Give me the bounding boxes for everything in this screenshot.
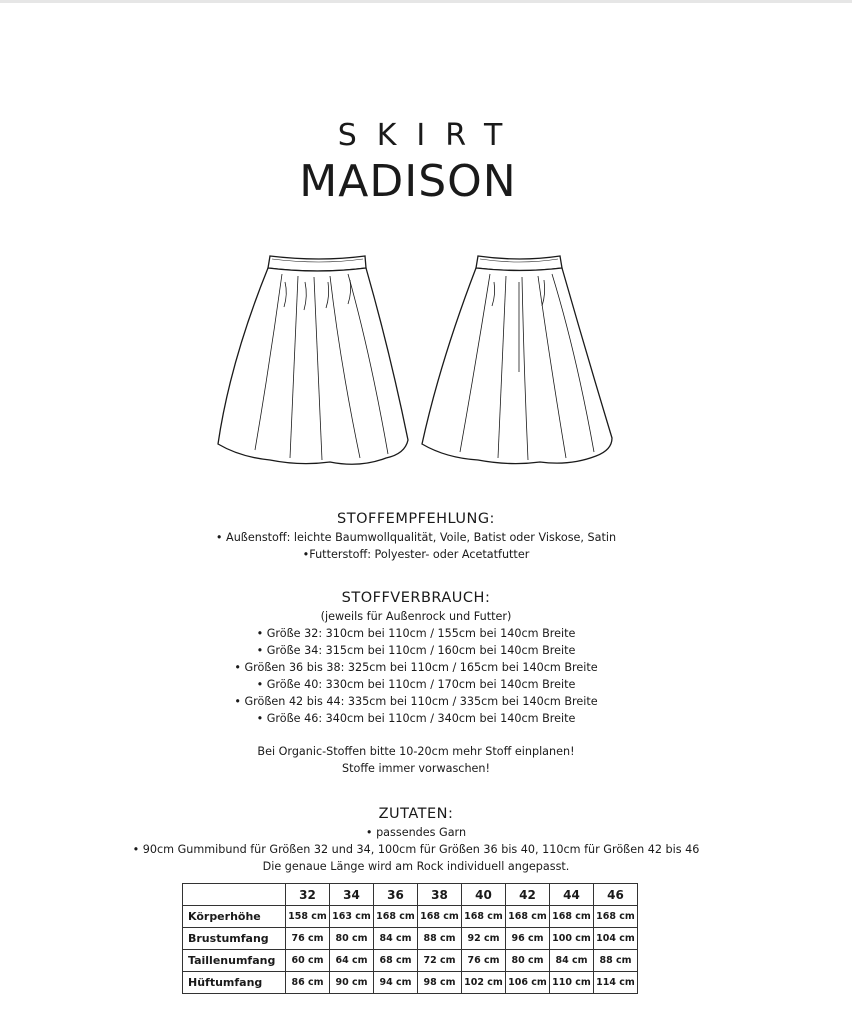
fabric-consumption-item: • Größe 40: 330cm bei 110cm / 170cm bei 140cm Breite [256,678,576,691]
table-cell: 98 cm [418,972,462,994]
table-cell: 100 cm [550,928,594,950]
top-divider [0,0,852,3]
table-row [183,928,638,950]
table-cell: 80 cm [506,950,550,972]
table-cell: 94 cm [374,972,418,994]
size-header-cell: 32 [286,884,330,906]
table-cell: 84 cm [550,950,594,972]
row-label: Brustumfang [183,928,286,950]
fabric-recommendation-item: •Futterstoff: Polyester- oder Acetatfutter [302,548,530,561]
size-header-cell: 38 [418,884,462,906]
size-table [182,883,638,994]
fabric-note: Bei Organic-Stoffen bitte 10-20cm mehr Stoff einplanen! [257,745,575,758]
size-header-cell: 36 [374,884,418,906]
fabric-consumption-item: • Größe 32: 310cm bei 110cm / 155cm bei 140cm Breite [256,627,576,640]
table-cell: 104 cm [594,928,638,950]
table-cell: 80 cm [330,928,374,950]
fabric-consumption-heading: STOFFVERBRAUCH: [341,590,491,606]
size-header-cell: 46 [594,884,638,906]
fabric-note: Stoffe immer vorwaschen! [341,762,491,775]
table-cell: 76 cm [462,950,506,972]
size-header-cell: 44 [550,884,594,906]
table-cell: 102 cm [462,972,506,994]
fabric-consumption-section [0,588,832,727]
supplies-item: Die genaue Länge wird am Rock individuell angepasst. [262,860,570,873]
table-cell: 168 cm [506,906,550,928]
table-cell: 114 cm [594,972,638,994]
fabric-consumption-item: • Größen 42 bis 44: 335cm bei 110cm / 335cm bei 140cm Breite [234,695,598,708]
fabric-consumption-item: • Größen 36 bis 38: 325cm bei 110cm / 165cm bei 140cm Breite [234,661,598,674]
table-cell: 60 cm [286,950,330,972]
supplies-item: • 90cm Gummibund für Größen 32 und 34, 100cm für Größen 36 bis 40, 110cm für Größen 42 bis 46 [132,843,700,856]
pattern-title: MADISON [299,156,517,207]
supplies-item: • passendes Garn [365,826,467,839]
size-header-cell: 34 [330,884,374,906]
table-cell: 86 cm [286,972,330,994]
pattern-category: SKIRT [337,118,523,153]
table-cell: 163 cm [330,906,374,928]
table-row [183,950,638,972]
size-header-row [183,884,638,906]
skirt-back-icon [422,256,612,464]
table-row [183,972,638,994]
table-cell: 68 cm [374,950,418,972]
table-cell: 110 cm [550,972,594,994]
skirt-front-icon [218,256,408,464]
table-cell: 88 cm [594,950,638,972]
table-cell: 168 cm [594,906,638,928]
size-header-cell: 40 [462,884,506,906]
fabric-consumption-subheading: (jeweils für Außenrock und Futter) [320,610,512,623]
supplies-section [0,804,832,875]
size-header-empty [183,884,286,906]
table-cell: 92 cm [462,928,506,950]
skirt-technical-drawing [210,252,620,472]
table-cell: 64 cm [330,950,374,972]
table-cell: 90 cm [330,972,374,994]
fabric-recommendation-section [0,509,832,563]
table-cell: 168 cm [550,906,594,928]
table-cell: 106 cm [506,972,550,994]
table-cell: 168 cm [462,906,506,928]
row-label: Taillenumfang [183,950,286,972]
fabric-recommendation-heading: STOFFEMPFEHLUNG: [337,511,495,527]
table-cell: 76 cm [286,928,330,950]
size-header-cell: 42 [506,884,550,906]
table-cell: 168 cm [374,906,418,928]
row-label: Körperhöhe [183,906,286,928]
supplies-heading: ZUTATEN: [378,806,454,822]
table-cell: 88 cm [418,928,462,950]
table-row [183,906,638,928]
table-cell: 96 cm [506,928,550,950]
fabric-consumption-item: • Größe 46: 340cm bei 110cm / 340cm bei 140cm Breite [256,712,576,725]
fabric-notes [0,743,832,777]
row-label: Hüftumfang [183,972,286,994]
table-cell: 158 cm [286,906,330,928]
fabric-recommendation-item: • Außenstoff: leichte Baumwollqualität, Voile, Batist oder Viskose, Satin [215,531,617,544]
table-cell: 168 cm [418,906,462,928]
fabric-consumption-item: • Größe 34: 315cm bei 110cm / 160cm bei 140cm Breite [256,644,576,657]
table-cell: 72 cm [418,950,462,972]
table-cell: 84 cm [374,928,418,950]
